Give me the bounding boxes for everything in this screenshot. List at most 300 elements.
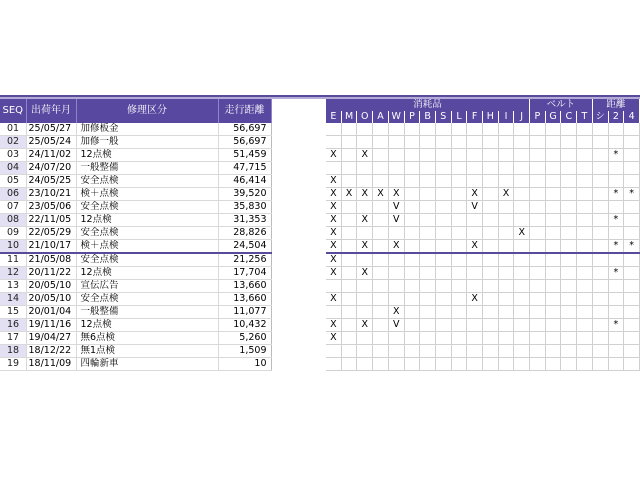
mark-cell xyxy=(341,358,357,371)
matrix-row xyxy=(326,162,640,175)
mark-cell xyxy=(420,214,436,227)
mark-cell xyxy=(326,345,341,358)
code-header: 4 xyxy=(624,111,640,123)
row-seq: 03 xyxy=(0,149,26,162)
matrix-row xyxy=(326,123,640,136)
mark-cell xyxy=(514,293,530,306)
mark-cell xyxy=(435,149,451,162)
mark-cell xyxy=(561,136,577,149)
mark-cell xyxy=(561,240,577,254)
matrix-row xyxy=(326,280,640,293)
mark-cell xyxy=(341,201,357,214)
mark-cell xyxy=(608,123,624,136)
mark-cell xyxy=(592,319,608,332)
mark-cell xyxy=(451,345,467,358)
mark-cell xyxy=(592,332,608,345)
mark-cell xyxy=(530,240,546,254)
mark-cell xyxy=(482,358,498,371)
group-header: 距離 xyxy=(592,99,639,111)
mark-cell xyxy=(451,214,467,227)
table-row[interactable] xyxy=(0,358,271,371)
mark-cell xyxy=(545,175,561,188)
row-date: 24/05/25 xyxy=(26,175,76,188)
mark-cell xyxy=(341,240,357,254)
table-row[interactable] xyxy=(0,240,271,254)
row-date: 20/11/22 xyxy=(26,267,76,280)
mark-cell xyxy=(326,306,341,319)
mark-cell xyxy=(435,201,451,214)
row-seq: 11 xyxy=(0,253,26,267)
mark-cell xyxy=(357,227,373,240)
mark-cell xyxy=(545,201,561,214)
row-date: 19/11/16 xyxy=(26,319,76,332)
mark-cell xyxy=(482,345,498,358)
row-date: 20/05/10 xyxy=(26,293,76,306)
mark-cell xyxy=(608,358,624,371)
code-header: G xyxy=(545,111,561,123)
mark-cell xyxy=(435,136,451,149)
row-seq: 07 xyxy=(0,201,26,214)
mark-cell xyxy=(420,175,436,188)
mark-cell xyxy=(608,162,624,175)
table-row[interactable] xyxy=(0,280,271,293)
mark-cell xyxy=(467,149,483,162)
mark-cell: X xyxy=(326,240,341,254)
row-seq: 14 xyxy=(0,293,26,306)
mark-cell xyxy=(373,253,389,267)
row-distance: 31,353 xyxy=(218,214,271,227)
mark-cell xyxy=(530,227,546,240)
mark-cell xyxy=(561,293,577,306)
code-header: シ xyxy=(592,111,608,123)
mark-cell xyxy=(530,267,546,280)
mark-cell xyxy=(388,175,404,188)
mark-cell xyxy=(404,201,420,214)
row-category: 無6点検 xyxy=(76,332,218,345)
row-seq: 18 xyxy=(0,345,26,358)
mark-cell: * xyxy=(608,188,624,201)
mark-cell xyxy=(514,332,530,345)
mark-cell xyxy=(577,358,593,371)
mark-cell xyxy=(545,332,561,345)
mark-cell xyxy=(357,136,373,149)
mark-cell xyxy=(514,253,530,267)
mark-cell xyxy=(545,267,561,280)
row-date: 24/11/02 xyxy=(26,149,76,162)
mark-cell xyxy=(388,162,404,175)
mark-cell xyxy=(561,267,577,280)
mark-cell xyxy=(577,253,593,267)
matrix-row xyxy=(326,358,640,371)
mark-cell xyxy=(341,214,357,227)
row-category: 安全点検 xyxy=(76,175,218,188)
mark-cell xyxy=(545,162,561,175)
mark-cell: X xyxy=(388,240,404,254)
mark-cell xyxy=(357,175,373,188)
mark-cell xyxy=(404,267,420,280)
mark-cell xyxy=(482,332,498,345)
mark-cell: X xyxy=(341,188,357,201)
table-row[interactable] xyxy=(0,332,271,345)
header-row xyxy=(0,99,271,123)
mark-cell xyxy=(467,319,483,332)
row-distance: 35,830 xyxy=(218,201,271,214)
mark-cell xyxy=(530,280,546,293)
mark-cell xyxy=(545,280,561,293)
code-header: 2 xyxy=(608,111,624,123)
mark-cell xyxy=(451,253,467,267)
mark-cell xyxy=(530,345,546,358)
mark-cell: X xyxy=(388,306,404,319)
table-row[interactable] xyxy=(0,214,271,227)
mark-cell xyxy=(404,280,420,293)
mark-cell xyxy=(577,306,593,319)
mark-cell xyxy=(451,175,467,188)
table-row[interactable] xyxy=(0,201,271,214)
mark-cell xyxy=(435,227,451,240)
table-row[interactable] xyxy=(0,162,271,175)
table-row[interactable] xyxy=(0,345,271,358)
matrix-row xyxy=(326,306,640,319)
mark-cell xyxy=(373,162,389,175)
mark-cell xyxy=(451,306,467,319)
mark-cell: X xyxy=(326,214,341,227)
row-category: 安全点検 xyxy=(76,253,218,267)
mark-cell: X xyxy=(357,149,373,162)
mark-cell xyxy=(545,149,561,162)
mark-cell xyxy=(420,293,436,306)
mark-cell xyxy=(498,306,514,319)
mark-cell xyxy=(577,240,593,254)
mark-cell xyxy=(451,227,467,240)
row-date: 22/05/29 xyxy=(26,227,76,240)
mark-cell xyxy=(467,214,483,227)
mark-cell xyxy=(498,123,514,136)
table-row[interactable] xyxy=(0,136,271,149)
row-category: 12点検 xyxy=(76,319,218,332)
mark-cell xyxy=(577,280,593,293)
mark-cell xyxy=(498,240,514,254)
mark-cell xyxy=(373,175,389,188)
mark-cell xyxy=(498,214,514,227)
table-row[interactable] xyxy=(0,267,271,280)
mark-cell: * xyxy=(608,319,624,332)
code-header: A xyxy=(373,111,389,123)
mark-cell: X xyxy=(326,149,341,162)
mark-cell: X xyxy=(326,332,341,345)
mark-cell xyxy=(514,123,530,136)
row-distance: 1,509 xyxy=(218,345,271,358)
mark-cell xyxy=(482,319,498,332)
mark-cell xyxy=(608,280,624,293)
mark-cell xyxy=(451,332,467,345)
code-header: I xyxy=(498,111,514,123)
mark-cell xyxy=(608,175,624,188)
mark-cell xyxy=(592,240,608,254)
mark-cell xyxy=(482,240,498,254)
mark-cell xyxy=(420,201,436,214)
table-row[interactable] xyxy=(0,253,271,267)
mark-cell xyxy=(451,123,467,136)
mark-cell xyxy=(435,358,451,371)
table-row[interactable] xyxy=(0,123,271,136)
mark-cell xyxy=(498,267,514,280)
mark-cell xyxy=(530,253,546,267)
mark-cell xyxy=(498,136,514,149)
mark-cell xyxy=(435,280,451,293)
mark-cell xyxy=(341,136,357,149)
row-distance: 21,256 xyxy=(218,253,271,267)
mark-cell xyxy=(577,332,593,345)
mark-cell xyxy=(467,123,483,136)
table-row[interactable] xyxy=(0,149,271,162)
mark-cell xyxy=(388,149,404,162)
mark-cell xyxy=(577,201,593,214)
mark-cell xyxy=(420,227,436,240)
mark-cell xyxy=(545,358,561,371)
mark-cell xyxy=(357,280,373,293)
row-date: 20/05/10 xyxy=(26,280,76,293)
matrix-row xyxy=(326,136,640,149)
mark-cell xyxy=(373,214,389,227)
row-seq: 02 xyxy=(0,136,26,149)
mark-cell xyxy=(373,123,389,136)
mark-cell xyxy=(608,227,624,240)
group-header-row xyxy=(326,99,640,111)
mark-cell xyxy=(420,267,436,280)
mark-cell xyxy=(404,214,420,227)
mark-cell xyxy=(624,162,640,175)
mark-cell xyxy=(545,319,561,332)
mark-cell xyxy=(608,306,624,319)
mark-cell xyxy=(341,319,357,332)
mark-cell xyxy=(388,332,404,345)
mark-cell: X xyxy=(388,188,404,201)
row-seq: 06 xyxy=(0,188,26,201)
mark-cell xyxy=(530,162,546,175)
mark-cell: X xyxy=(326,201,341,214)
row-category: 安全点検 xyxy=(76,227,218,240)
mark-cell xyxy=(451,240,467,254)
mark-cell xyxy=(420,162,436,175)
mark-cell: * xyxy=(608,240,624,254)
mark-cell xyxy=(561,214,577,227)
mark-cell: X xyxy=(326,319,341,332)
code-header: F xyxy=(467,111,483,123)
mark-cell xyxy=(592,253,608,267)
mark-cell xyxy=(388,267,404,280)
category-header: 修理区分 xyxy=(76,99,218,123)
mark-cell xyxy=(545,227,561,240)
mark-cell xyxy=(467,175,483,188)
mark-cell xyxy=(357,332,373,345)
mark-cell xyxy=(341,280,357,293)
mark-cell xyxy=(624,319,640,332)
mark-cell xyxy=(420,358,436,371)
mark-cell xyxy=(373,319,389,332)
mark-cell xyxy=(404,188,420,201)
mark-cell xyxy=(624,293,640,306)
matrix-row xyxy=(326,293,640,306)
mark-cell xyxy=(404,358,420,371)
mark-cell xyxy=(404,227,420,240)
mark-cell xyxy=(435,345,451,358)
mark-cell xyxy=(514,345,530,358)
code-header: E xyxy=(326,111,341,123)
mark-cell: X xyxy=(326,175,341,188)
row-distance: 11,077 xyxy=(218,306,271,319)
mark-cell xyxy=(577,267,593,280)
mark-cell xyxy=(530,306,546,319)
mark-cell: * xyxy=(624,240,640,254)
mark-cell xyxy=(404,149,420,162)
mark-cell xyxy=(451,267,467,280)
mark-cell xyxy=(420,280,436,293)
code-header: P xyxy=(404,111,420,123)
table-row[interactable] xyxy=(0,188,271,201)
mark-cell xyxy=(482,188,498,201)
mark-cell: * xyxy=(624,188,640,201)
mark-cell xyxy=(435,267,451,280)
mark-cell xyxy=(420,136,436,149)
mark-cell xyxy=(467,280,483,293)
mark-cell: X xyxy=(357,240,373,254)
mark-cell xyxy=(482,201,498,214)
mark-cell xyxy=(498,280,514,293)
row-category: 検＋点検 xyxy=(76,188,218,201)
code-header: B xyxy=(420,111,436,123)
mark-cell xyxy=(341,123,357,136)
row-distance: 39,520 xyxy=(218,188,271,201)
table-row[interactable] xyxy=(0,227,271,240)
code-header-row xyxy=(326,111,640,123)
table-row[interactable] xyxy=(0,319,271,332)
code-header: M xyxy=(341,111,357,123)
mark-cell xyxy=(577,188,593,201)
mark-cell xyxy=(467,253,483,267)
mark-cell xyxy=(608,332,624,345)
table-row[interactable] xyxy=(0,293,271,306)
mark-cell xyxy=(467,345,483,358)
matrix-row xyxy=(326,175,640,188)
row-category: 安全点検 xyxy=(76,201,218,214)
mark-cell xyxy=(577,136,593,149)
row-distance: 24,504 xyxy=(218,240,271,254)
mark-cell xyxy=(435,332,451,345)
mark-cell xyxy=(326,162,341,175)
row-category: 無1点検 xyxy=(76,345,218,358)
mark-cell xyxy=(498,162,514,175)
mark-cell xyxy=(592,214,608,227)
mark-cell xyxy=(514,188,530,201)
mark-cell xyxy=(561,358,577,371)
mark-cell xyxy=(357,201,373,214)
code-header: H xyxy=(482,111,498,123)
mark-cell xyxy=(561,253,577,267)
code-header: C xyxy=(561,111,577,123)
row-category: 四輪新車 xyxy=(76,358,218,371)
mark-cell: X xyxy=(467,293,483,306)
row-distance: 5,260 xyxy=(218,332,271,345)
mark-cell xyxy=(451,162,467,175)
mark-cell xyxy=(530,149,546,162)
mark-cell xyxy=(388,293,404,306)
mark-cell xyxy=(388,253,404,267)
row-seq: 05 xyxy=(0,175,26,188)
mark-cell xyxy=(514,214,530,227)
mark-cell xyxy=(624,136,640,149)
row-date: 25/05/27 xyxy=(26,123,76,136)
mark-cell xyxy=(373,358,389,371)
mark-cell xyxy=(341,267,357,280)
mark-cell xyxy=(326,136,341,149)
mark-cell xyxy=(420,123,436,136)
row-distance: 13,660 xyxy=(218,293,271,306)
mark-cell xyxy=(435,214,451,227)
row-date: 21/10/17 xyxy=(26,240,76,254)
mark-cell xyxy=(592,293,608,306)
row-distance: 56,697 xyxy=(218,136,271,149)
mark-cell xyxy=(514,280,530,293)
row-seq: 04 xyxy=(0,162,26,175)
row-seq: 12 xyxy=(0,267,26,280)
mark-cell xyxy=(624,345,640,358)
mark-cell xyxy=(388,227,404,240)
mark-cell xyxy=(420,149,436,162)
mark-cell xyxy=(608,201,624,214)
mark-cell xyxy=(388,280,404,293)
mark-cell xyxy=(388,136,404,149)
mark-cell xyxy=(608,136,624,149)
row-category: 一般整備 xyxy=(76,162,218,175)
mark-cell xyxy=(530,293,546,306)
mark-cell: X xyxy=(357,267,373,280)
mark-cell xyxy=(435,162,451,175)
row-seq: 13 xyxy=(0,280,26,293)
row-date: 21/05/08 xyxy=(26,253,76,267)
mark-cell xyxy=(530,123,546,136)
mark-cell xyxy=(608,293,624,306)
mark-cell xyxy=(373,240,389,254)
mark-cell xyxy=(498,293,514,306)
mark-cell xyxy=(498,319,514,332)
row-date: 19/04/27 xyxy=(26,332,76,345)
mark-cell xyxy=(624,267,640,280)
row-date: 23/05/06 xyxy=(26,201,76,214)
mark-cell xyxy=(404,332,420,345)
service-history-table xyxy=(0,99,272,371)
mark-cell xyxy=(435,188,451,201)
mark-cell xyxy=(404,123,420,136)
mark-cell: X xyxy=(357,319,373,332)
mark-cell xyxy=(498,345,514,358)
table-row[interactable] xyxy=(0,306,271,319)
row-distance: 28,826 xyxy=(218,227,271,240)
mark-cell: V xyxy=(388,319,404,332)
mark-cell xyxy=(482,214,498,227)
mark-cell xyxy=(451,358,467,371)
row-distance: 10 xyxy=(218,358,271,371)
mark-cell xyxy=(561,306,577,319)
mark-cell xyxy=(404,136,420,149)
table-row[interactable] xyxy=(0,175,271,188)
row-distance: 13,660 xyxy=(218,280,271,293)
mark-cell xyxy=(561,175,577,188)
mark-cell xyxy=(451,280,467,293)
mark-cell xyxy=(404,345,420,358)
mark-cell xyxy=(341,345,357,358)
mark-cell: X xyxy=(357,214,373,227)
